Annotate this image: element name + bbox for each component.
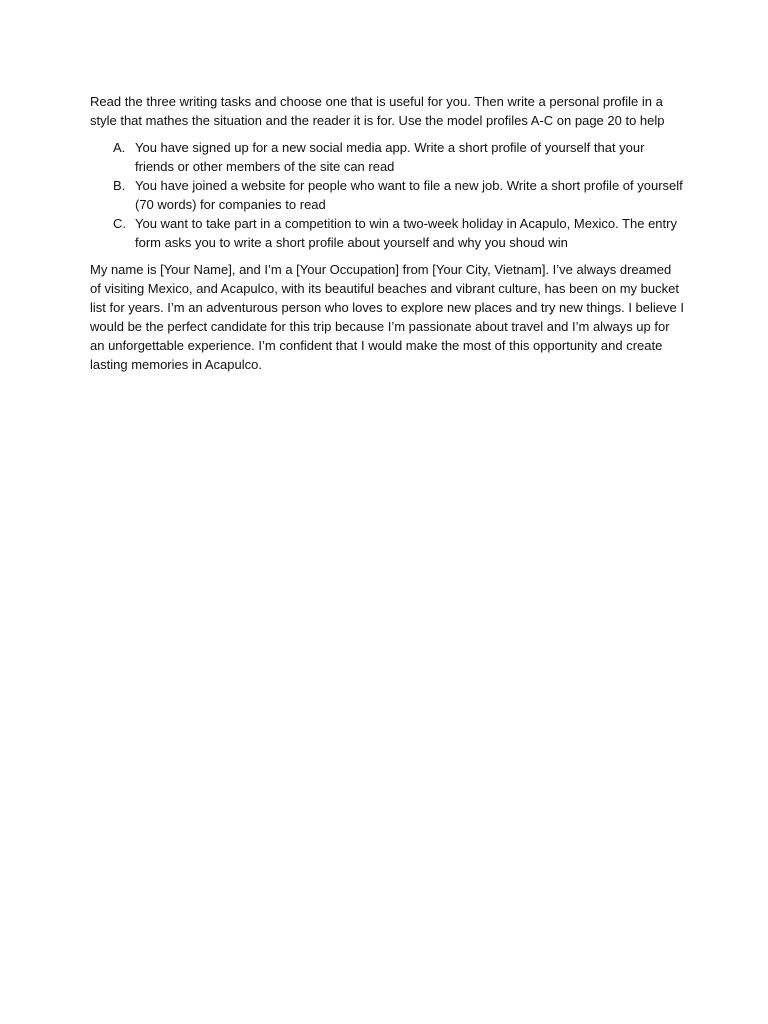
profile-answer: My name is [Your Name], and I’m a [Your Occupation] from [Your City, Vietnam]. I’ve always dreamed of visiting Mexico, and Acapulco, with its beautiful beaches and vibrant culture, has been on my bucket list for years. I’m an adventurous person who loves to explore new places and try new things. I believe I would be the perfect candidate for this trip because I’m passionate about travel and I’m always up for an unforgettable experience. I’m confident that I would make the most of this opportunity and create lasting memories in Acapulco. bbox=[90, 262, 684, 372]
task-text-c: You want to take part in a competition to win a two-week holiday in Acapulo, Mexico. The entry form asks you to write a short profile about yourself and why you shoud win bbox=[135, 216, 677, 250]
task-text-b: You have joined a website for people who want to file a new job. Write a short profile of yourself (70 words) for companies to read bbox=[135, 178, 683, 212]
task-item-b bbox=[90, 176, 685, 214]
task-marker-c: C. bbox=[113, 216, 126, 231]
task-marker-b: B. bbox=[113, 178, 126, 193]
task-instructions: Read the three writing tasks and choose one that is useful for you. Then write a personal profile in a style that mathes the situation and the reader it is for. Use the model profiles A-C on page 20 to help bbox=[90, 94, 665, 128]
task-item-c bbox=[90, 214, 685, 252]
document-body bbox=[90, 92, 685, 374]
task-text-a: You have signed up for a new social media app. Write a short profile of yourself that your friends or other members of the site can read bbox=[135, 140, 645, 174]
writing-task-list bbox=[90, 138, 685, 252]
task-marker-a: A. bbox=[113, 140, 126, 155]
task-item-a bbox=[90, 138, 685, 176]
